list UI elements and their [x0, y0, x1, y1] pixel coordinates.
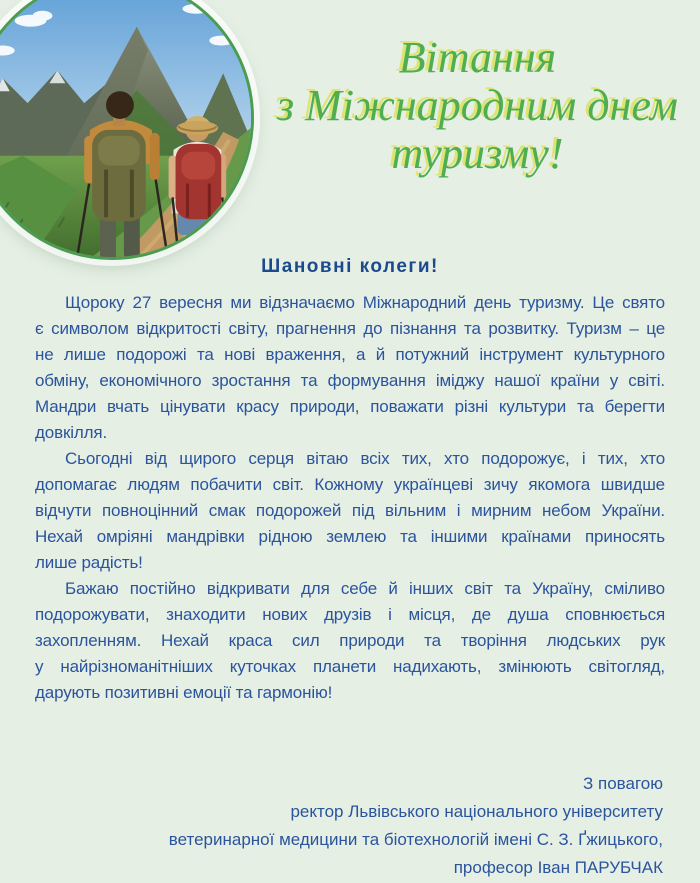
paragraph-line: Мандри вчать цінувати красу природи, поважати різні культури та берегти	[35, 397, 665, 416]
signature-line-position: ректор Львівського національного університету	[290, 802, 663, 821]
paragraph-line: Нехай омріяні мандрівки рідною землею та іншими країнами приносять	[35, 527, 665, 546]
paragraph	[35, 290, 665, 446]
title-line-2: з Міжнародним днем	[277, 81, 678, 130]
paragraph-line: не лише подорожі та нові враження, а й потужний інструмент культурного	[35, 345, 665, 364]
paragraph	[35, 576, 665, 706]
paragraph-line: Бажаю постійно відкривати для себе й інших світ та Україну, сміливо	[65, 579, 665, 598]
signature-line-name: професор Іван ПАРУБЧАК	[453, 858, 663, 877]
paragraph	[35, 446, 665, 576]
title-line-3: туризму!	[391, 129, 564, 178]
paragraph-line: обміну, економічного зростання та формування іміджу нашої країни у світі.	[35, 371, 665, 390]
signature-line-regards: З повагою	[583, 774, 663, 793]
title-line-1: Вітання	[398, 33, 557, 82]
body-paragraphs	[35, 290, 665, 706]
paragraph-line: подорожувати, знаходити нових друзів і місця, де душа сповнюється	[35, 605, 665, 624]
paragraph-line: лише радість!	[35, 553, 143, 572]
paragraph-line: допомагає людям побачити світ. Кожному українцеві зичу якомога швидше	[35, 475, 665, 494]
paragraph-line: у найрізноманітніших куточках планети надихають, змінюють світогляд,	[35, 657, 665, 676]
hikers-mountain-illustration	[0, 0, 251, 257]
paragraph-line: довкілля.	[35, 423, 108, 442]
paragraph-line: Щороку 27 вересня ми відзначаємо Міжнародний день туризму. Це свято	[65, 293, 665, 312]
hero-photo	[0, 0, 254, 260]
signature-line-university: ветеринарної медицини та біотехнологій імені С. З. Ґжицького,	[168, 830, 663, 849]
paragraph-line: дарують позитивні емоції та гармонію!	[35, 683, 333, 702]
paragraph-line: є символом відкритості світу, прагнення до пізнання та розвитку. Туризм – це	[35, 319, 665, 338]
paragraph-line: відчути повноцінний смак подорожей під вільним і мирним небом України.	[35, 501, 665, 520]
paragraph-line: Сьогодні від щирого серця вітаю всіх тих, хто подорожує, і тих, хто	[65, 449, 665, 468]
paragraph-line: захопленням. Нехай краса сил природи та творіння людських рук	[35, 631, 665, 650]
salutation: Шановні колеги!	[261, 256, 439, 277]
signature-block	[169, 770, 663, 882]
letter-body	[35, 255, 665, 706]
page-title	[255, 34, 700, 178]
